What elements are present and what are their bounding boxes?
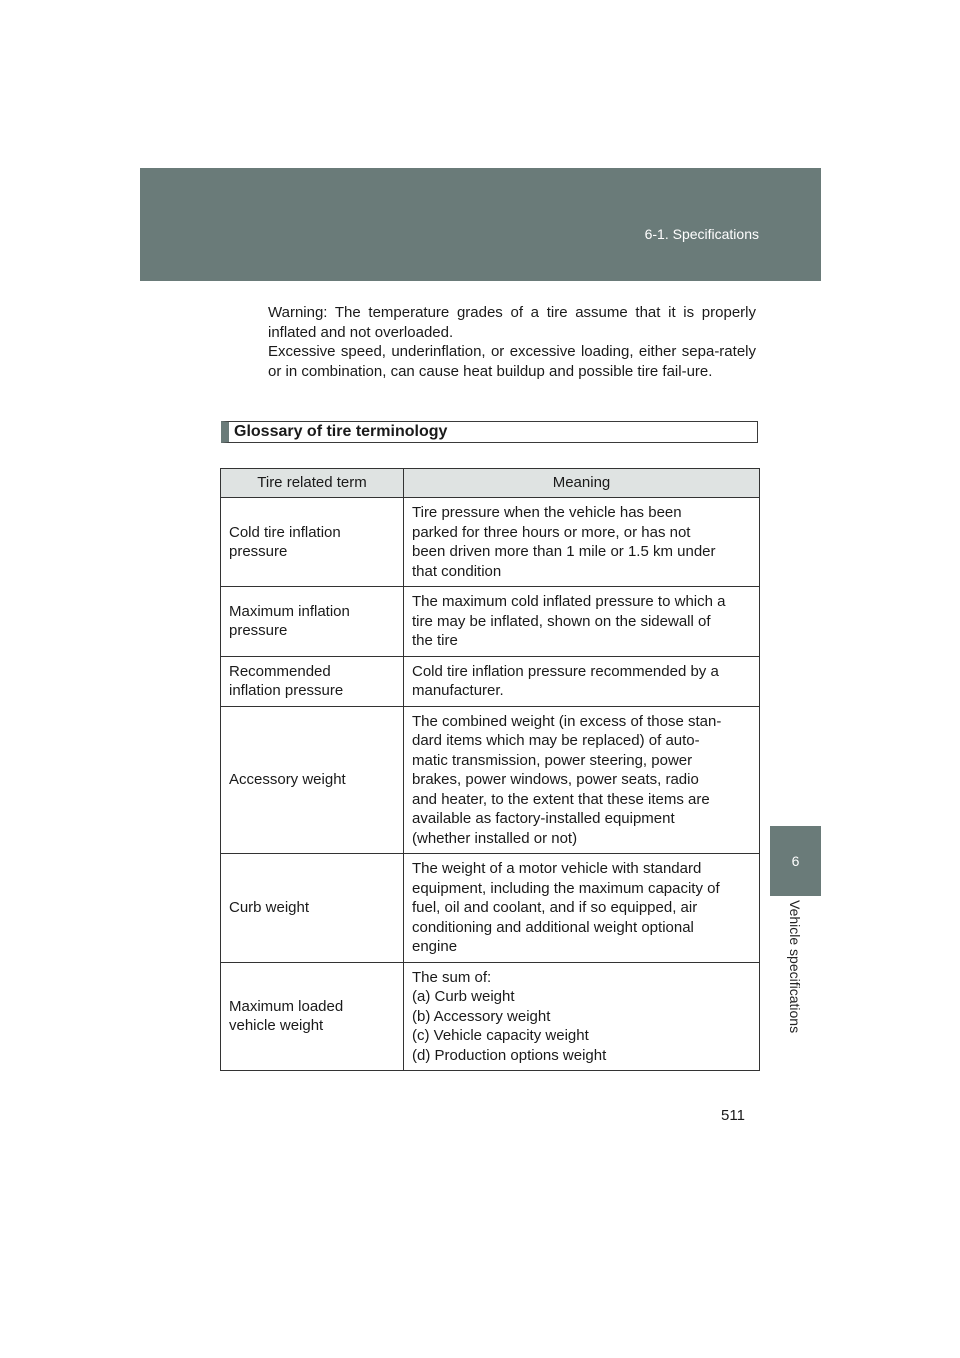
section-heading: Glossary of tire terminology bbox=[221, 421, 758, 443]
meaning-cell: The weight of a motor vehicle with standard equipment, including the maximum capacity of fuel, oil and coolant, and if so equipped, air conditioning and additional weight optional engine bbox=[404, 854, 760, 963]
meaning-cell: Tire pressure when the vehicle has been parked for three hours or more, or has not been driven more than 1 mile or 1.5 km under that condition bbox=[404, 498, 760, 587]
meaning-cell: Cold tire inflation pressure recommended by a manufacturer. bbox=[404, 656, 760, 706]
term-cell: Maximum loaded vehicle weight bbox=[221, 962, 404, 1071]
meaning-cell: The maximum cold inflated pressure to which a tire may be inflated, shown on the sidewall of the tire bbox=[404, 587, 760, 657]
table-row bbox=[221, 656, 760, 706]
table-row bbox=[221, 854, 760, 963]
term-cell: Accessory weight bbox=[221, 706, 404, 854]
page-number: 511 bbox=[721, 1107, 745, 1124]
table-row bbox=[221, 498, 760, 587]
term-cell: Cold tire inflation pressure bbox=[221, 498, 404, 587]
meaning-cell: The combined weight (in excess of those stan- dard items which may be replaced) of auto- matic transmission, power steering, power brakes, power windows, power seats, radio and heater, to the extent that these items are available as factory-installed equipment (whether installed or not) bbox=[404, 706, 760, 854]
term-cell: Curb weight bbox=[221, 854, 404, 963]
chapter-label-container bbox=[770, 900, 821, 1050]
column-header-meaning: Meaning bbox=[404, 469, 760, 498]
chapter-number: 6 bbox=[791, 853, 800, 869]
column-header-term: Tire related term bbox=[221, 469, 404, 498]
chapter-label: Vehicle specifications bbox=[786, 900, 803, 1034]
section-title: 6-1. Specifications bbox=[644, 226, 759, 242]
warning-text bbox=[268, 303, 756, 381]
chapter-tab bbox=[770, 826, 821, 896]
header-band bbox=[140, 168, 821, 281]
term-cell: Maximum inflation pressure bbox=[221, 587, 404, 657]
warning-paragraph-1: Warning: The temperature grades of a tire assume that it is properly inflated and not overloaded. bbox=[268, 304, 756, 341]
table-row bbox=[221, 962, 760, 1071]
glossary-table bbox=[220, 468, 760, 1071]
meaning-cell: The sum of: (a) Curb weight (b) Accessory weight (c) Vehicle capacity weight (d) Production options weight bbox=[404, 962, 760, 1071]
warning-paragraph-2: Excessive speed, underinflation, or excessive loading, either sepa-rately or in combination, can cause heat buildup and possible tire fail-ure. bbox=[268, 343, 756, 380]
table-row bbox=[221, 587, 760, 657]
term-cell: Recommended inflation pressure bbox=[221, 656, 404, 706]
table-row bbox=[221, 706, 760, 854]
table-header-row bbox=[221, 469, 760, 498]
